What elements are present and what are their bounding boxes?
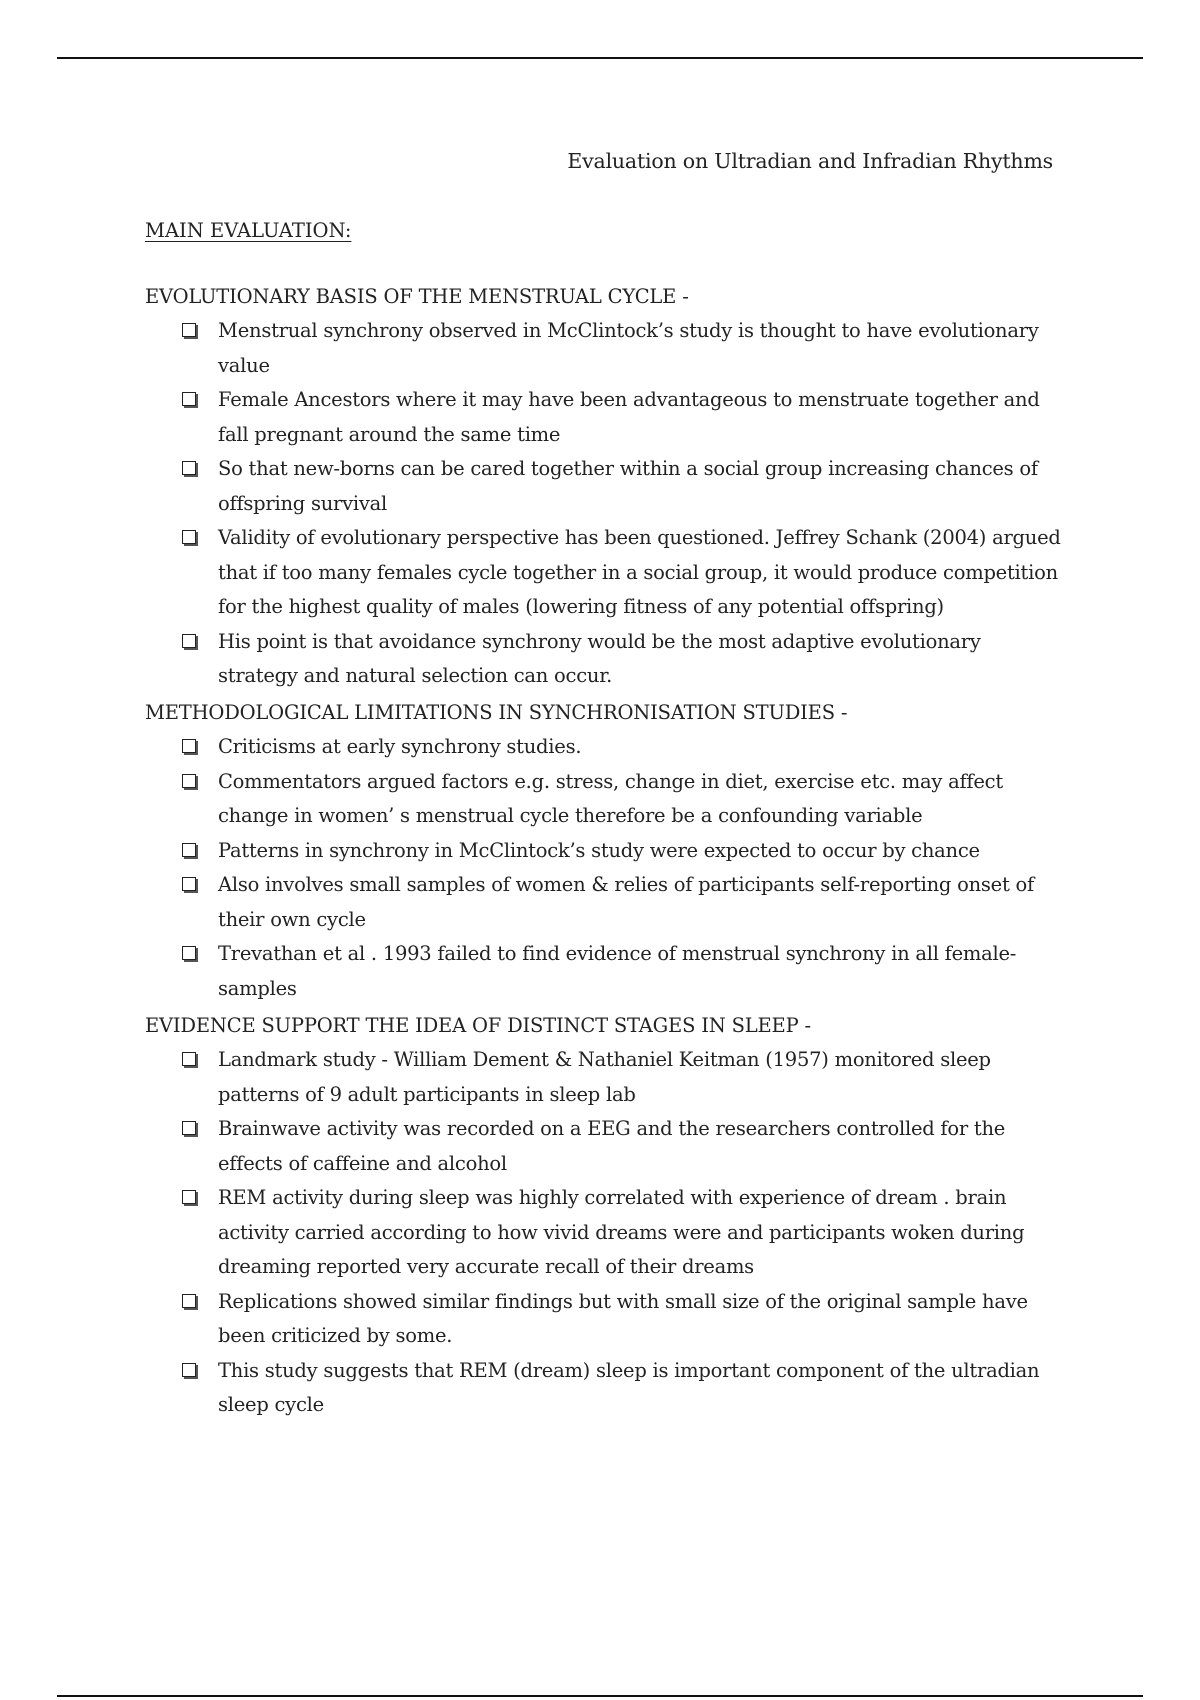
list-item <box>145 765 1065 834</box>
checkbox-bullet-icon <box>182 739 196 753</box>
top-rule <box>57 57 1143 59</box>
section-heading: EVOLUTIONARY BASIS OF THE MENSTRUAL CYCLE - <box>145 285 689 308</box>
list-item-text: Landmark study - William Dement & Nathaniel Keitman (1957) monitored sleep patterns of 9 adult participants in sleep lab <box>218 1048 991 1106</box>
checkbox-bullet-icon <box>182 843 196 857</box>
section-sleep-stages-evidence <box>145 1011 1065 1423</box>
checkbox-bullet-icon <box>182 1190 196 1204</box>
list-item <box>145 868 1065 937</box>
list-item-text: Replications showed similar findings but with small size of the original sample have been criticized by some. <box>218 1289 1028 1347</box>
list-item-text: Validity of evolutionary perspective has been questioned. Jeffrey Schank (2004) argued that if too many females cycle together in a social group, it would produce competition for the highest quality of males (lowering fitness of any potential offspring) <box>218 526 1061 618</box>
section-heading: EVIDENCE SUPPORT THE IDEA OF DISTINCT STAGES IN SLEEP - <box>145 1014 811 1037</box>
checkbox-bullet-icon <box>182 1363 196 1377</box>
list-item <box>145 1181 1065 1285</box>
bottom-rule <box>57 1695 1143 1697</box>
list-item <box>145 1112 1065 1181</box>
section-methodological-limitations <box>145 698 1065 1006</box>
list-item <box>145 625 1065 694</box>
list-item-text: This study suggests that REM (dream) sleep is important component of the ultradian sleep cycle <box>218 1358 1040 1416</box>
section-heading: METHODOLOGICAL LIMITATIONS IN SYNCHRONISATION STUDIES - <box>145 701 848 724</box>
list-item-text: His point is that avoidance synchrony would be the most adaptive evolutionary strategy and natural selection can occur. <box>218 629 981 687</box>
document-title: Evaluation on Ultradian and Infradian Rhythms <box>567 149 1053 173</box>
list-item-text: REM activity during sleep was highly correlated with experience of dream . brain activity carried according to how vivid dreams were and participants woken during dreaming reported very accurate recall of their dreams <box>218 1186 1025 1278</box>
checkbox-bullet-icon <box>182 461 196 475</box>
checkbox-bullet-icon <box>182 946 196 960</box>
list-item <box>145 1043 1065 1112</box>
bullet-list <box>145 730 1065 1006</box>
main-evaluation-heading: MAIN EVALUATION: <box>145 219 352 242</box>
list-item-text: Criticisms at early synchrony studies. <box>218 735 582 758</box>
bullet-list <box>145 1043 1065 1423</box>
list-item-text: Trevathan et al . 1993 failed to find evidence of menstrual synchrony in all female-samples <box>218 942 1017 1000</box>
checkbox-bullet-icon <box>182 323 196 337</box>
list-item <box>145 521 1065 625</box>
checkbox-bullet-icon <box>182 1294 196 1308</box>
checkbox-bullet-icon <box>182 877 196 891</box>
list-item-text: Also involves small samples of women & relies of participants self-reporting onset of their own cycle <box>218 873 1034 931</box>
list-item <box>145 937 1065 1006</box>
list-item <box>145 314 1065 383</box>
list-item-text: Menstrual synchrony observed in McClintock’s study is thought to have evolutionary value <box>218 319 1039 377</box>
checkbox-bullet-icon <box>182 634 196 648</box>
list-item <box>145 834 1065 869</box>
bullet-list <box>145 314 1065 694</box>
checkbox-bullet-icon <box>182 1121 196 1135</box>
list-item <box>145 730 1065 765</box>
list-item <box>145 383 1065 452</box>
checkbox-bullet-icon <box>182 392 196 406</box>
checkbox-bullet-icon <box>182 530 196 544</box>
checkbox-bullet-icon <box>182 1052 196 1066</box>
list-item-text: Commentators argued factors e.g. stress, change in diet, exercise etc. may affect change in women’ s menstrual cycle therefore be a confounding variable <box>218 769 1003 827</box>
list-item-text: Patterns in synchrony in McClintock’s study were expected to occur by chance <box>218 838 980 862</box>
section-evolutionary-basis <box>145 282 1065 694</box>
list-item-text: Brainwave activity was recorded on a EEG and the researchers controlled for the effects of caffeine and alcohol <box>218 1117 1006 1175</box>
list-item <box>145 1285 1065 1354</box>
checkbox-bullet-icon <box>182 774 196 788</box>
list-item-text: Female Ancestors where it may have been advantageous to menstruate together and fall pregnant around the same time <box>218 388 1040 446</box>
list-item <box>145 1354 1065 1423</box>
list-item-text: So that new-borns can be cared together within a social group increasing chances of offspring survival <box>218 457 1038 515</box>
list-item <box>145 452 1065 521</box>
